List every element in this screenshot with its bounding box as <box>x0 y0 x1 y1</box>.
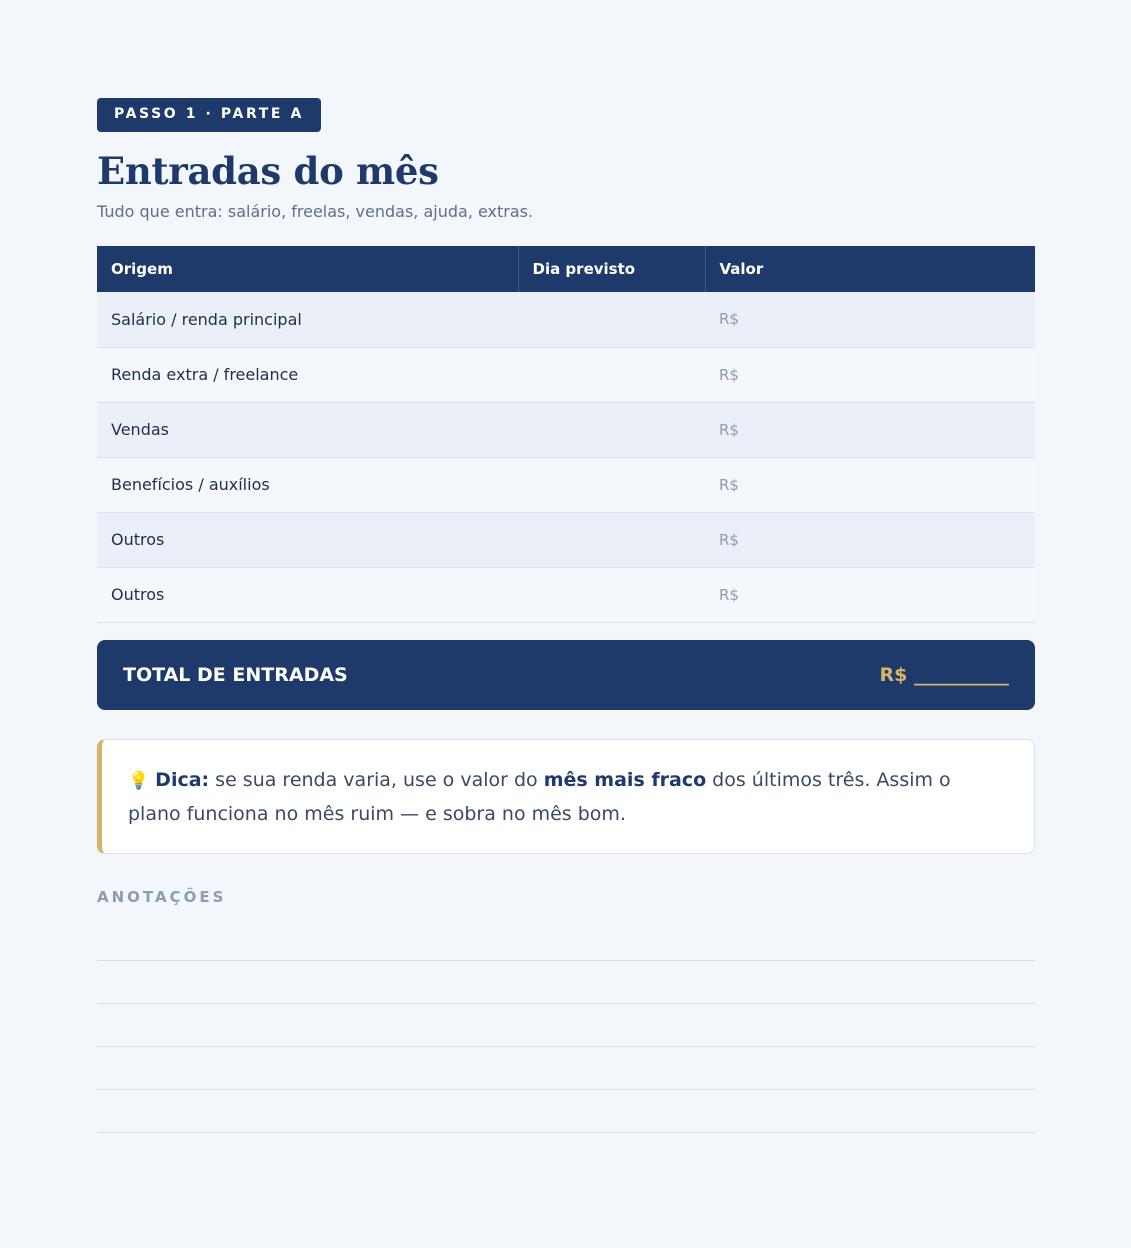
tip-label: Dica: <box>155 768 210 791</box>
note-line[interactable] <box>97 961 1035 1004</box>
page-subtitle: Tudo que entra: salário, freelas, vendas, ajuda, extras. <box>97 202 534 221</box>
cell-valor[interactable]: R$ <box>705 567 1035 622</box>
cell-valor[interactable]: R$ <box>705 292 1035 347</box>
note-line[interactable] <box>97 1004 1035 1047</box>
notes-area[interactable] <box>97 918 1035 1133</box>
note-line[interactable] <box>97 1090 1035 1133</box>
cell-dia-previsto[interactable] <box>518 567 705 622</box>
total-bar <box>97 640 1035 710</box>
cell-origem: Salário / renda principal <box>97 292 518 347</box>
cell-valor[interactable]: R$ <box>705 512 1035 567</box>
table-row <box>97 347 1035 402</box>
total-value[interactable]: R$ __________ <box>879 663 1009 686</box>
cell-origem: Benefícios / auxílios <box>97 457 518 512</box>
cell-dia-previsto[interactable] <box>518 402 705 457</box>
cell-valor[interactable]: R$ <box>705 457 1035 512</box>
column-header-dia-previsto: Dia previsto <box>518 246 705 292</box>
table-row <box>97 567 1035 622</box>
lightbulb-icon: 💡 <box>128 770 150 791</box>
page <box>97 98 1035 1133</box>
income-table <box>97 246 1035 623</box>
step-badge: PASSO 1 · PARTE A <box>97 98 321 132</box>
cell-origem: Vendas <box>97 402 518 457</box>
cell-valor[interactable]: R$ <box>705 347 1035 402</box>
tip-text-after: dos últimos três. Assim o plano funciona no mês ruim — e sobra no mês bom. <box>128 768 951 825</box>
cell-dia-previsto[interactable] <box>518 512 705 567</box>
cell-origem: Outros <box>97 567 518 622</box>
tip-text-before: se sua renda varia, use o valor do <box>209 768 544 791</box>
cell-dia-previsto[interactable] <box>518 292 705 347</box>
tip-emphasis: mês mais fraco <box>543 768 707 791</box>
column-header-valor: Valor <box>705 246 1035 292</box>
notes-heading: ANOTAÇÕES <box>97 887 227 906</box>
note-line[interactable] <box>97 918 1035 961</box>
table-row <box>97 457 1035 512</box>
page-title: Entradas do mês <box>97 149 439 193</box>
table-header-row <box>97 246 1035 292</box>
column-header-origem: Origem <box>97 246 518 292</box>
tip-box <box>97 739 1035 854</box>
cell-valor[interactable]: R$ <box>705 402 1035 457</box>
total-label: TOTAL DE ENTRADAS <box>123 663 348 686</box>
cell-dia-previsto[interactable] <box>518 457 705 512</box>
table-row <box>97 292 1035 347</box>
note-line[interactable] <box>97 1047 1035 1090</box>
table-row <box>97 402 1035 457</box>
cell-origem: Renda extra / freelance <box>97 347 518 402</box>
cell-dia-previsto[interactable] <box>518 347 705 402</box>
table-row <box>97 512 1035 567</box>
cell-origem: Outros <box>97 512 518 567</box>
